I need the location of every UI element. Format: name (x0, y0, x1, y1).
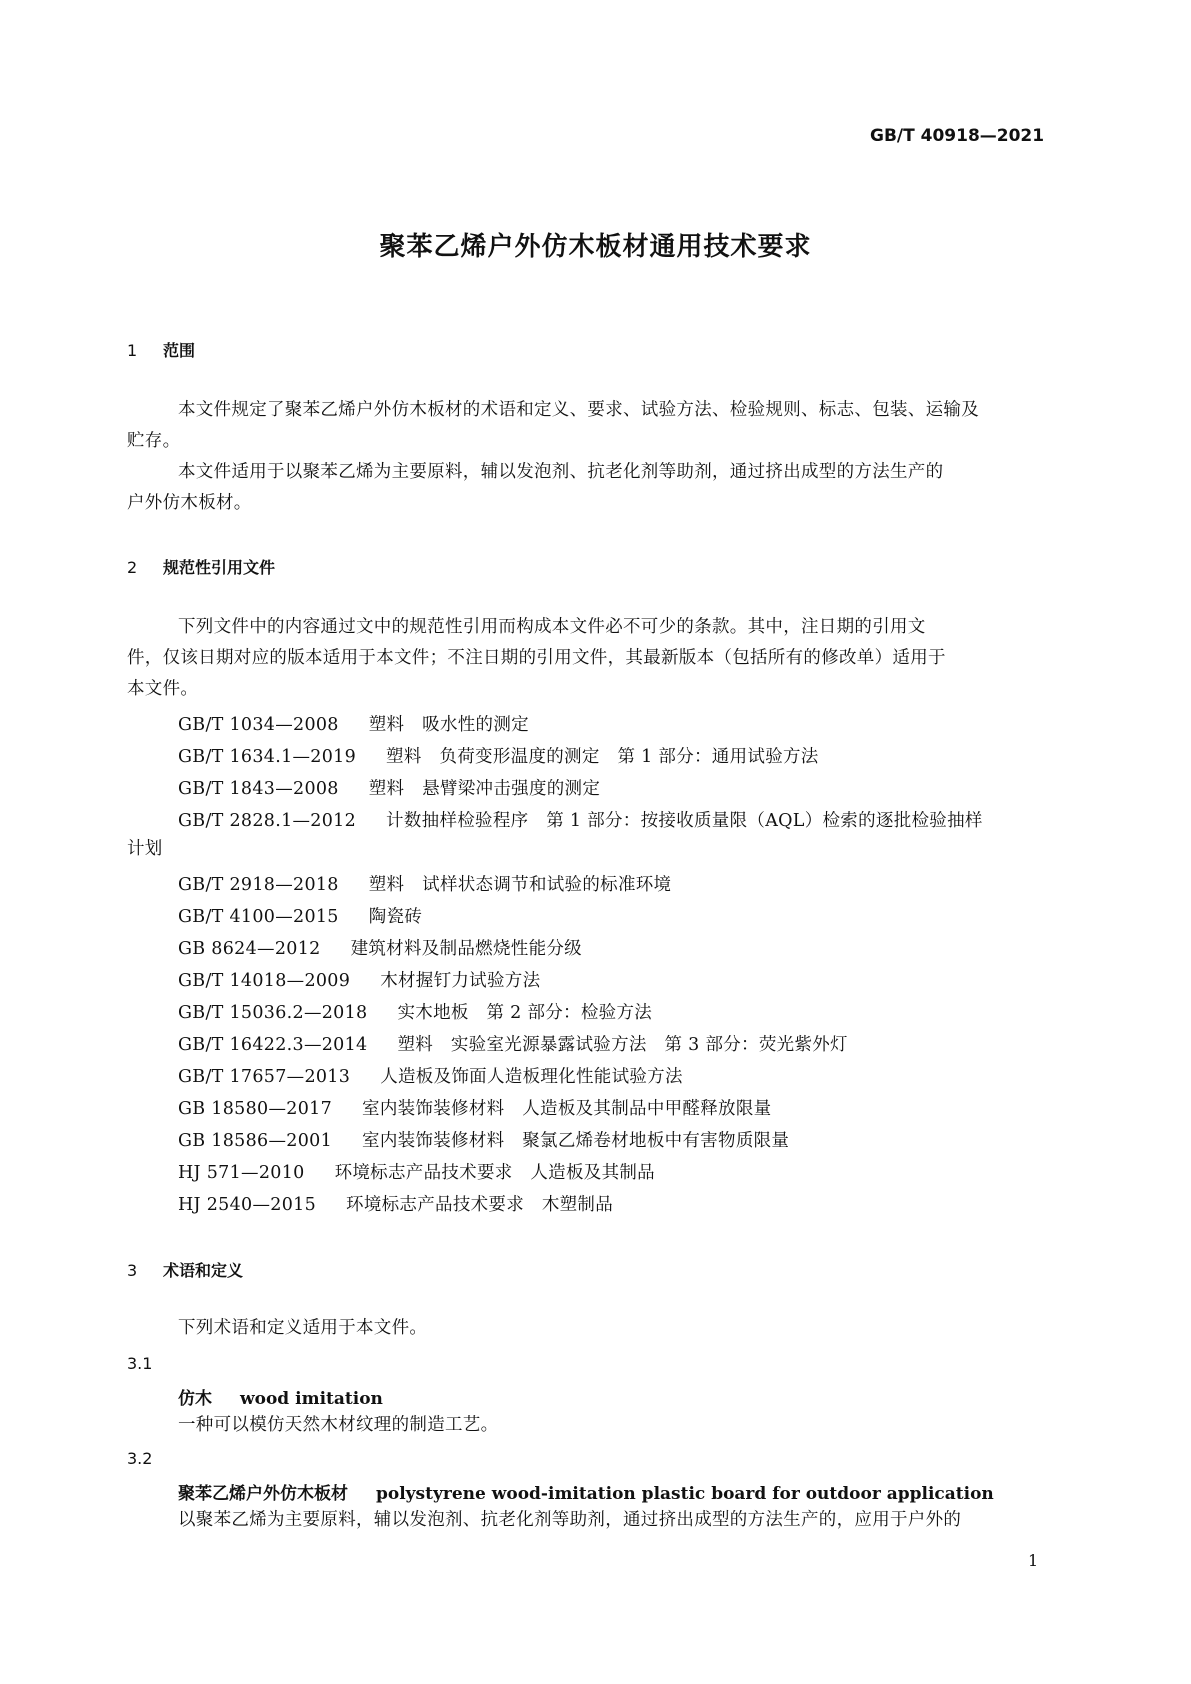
reference-title: 塑料 负荷变形温度的测定 第 1 部分：通用试验方法 (386, 747, 819, 767)
reference-title: 环境标志产品技术要求 人造板及其制品 (334, 1163, 655, 1183)
reference-code: GB/T 2918—2018 (178, 875, 339, 895)
reference-title: 塑料 实验室光源暴露试验方法 第 3 部分：荧光紫外灯 (397, 1035, 848, 1055)
section-number: 1 (127, 341, 138, 360)
section-2-heading (127, 555, 275, 578)
standard-number: GB/T 40918—2021 (870, 126, 1045, 146)
reference-title: 室内装饰装修材料 人造板及其制品中甲醛释放限量 (362, 1099, 772, 1119)
term-definition: 以聚苯乙烯为主要原料，辅以发泡剂、抗老化剂等助剂，通过挤出成型的方法生产的，应用于户外的 (178, 1510, 962, 1530)
reference-continuation: 计划 (127, 839, 163, 859)
page-number: 1 (1028, 1551, 1039, 1570)
section-title: 规范性引用文件 (163, 558, 276, 577)
reference-item (178, 871, 671, 896)
term-heading (178, 1479, 994, 1504)
reference-item (178, 1159, 655, 1184)
reference-code: GB/T 2828.1—2012 (178, 811, 357, 831)
reference-item (178, 1063, 683, 1088)
clause-number: 3.1 (127, 1354, 153, 1373)
paragraph-line: 下列文件中的内容通过文中的规范性引用而构成本文件必不可少的条款。其中，注日期的引用文 (178, 617, 926, 637)
term-heading (178, 1384, 383, 1409)
term-zh: 聚苯乙烯户外仿木板材 (178, 1484, 348, 1504)
reference-item (178, 935, 582, 960)
reference-code: GB/T 17657—2013 (178, 1067, 351, 1087)
reference-title: 塑料 吸水性的测定 (368, 715, 529, 735)
reference-code: GB 18580—2017 (178, 1099, 333, 1119)
term-en: wood imitation (240, 1389, 383, 1409)
reference-title: 室内装饰装修材料 聚氯乙烯卷材地板中有害物质限量 (362, 1131, 790, 1151)
term-zh: 仿木 (178, 1389, 212, 1409)
clause-number: 3.2 (127, 1449, 153, 1468)
section-number: 3 (127, 1261, 138, 1280)
reference-title: 塑料 试样状态调节和试验的标准环境 (368, 875, 672, 895)
reference-title: 人造板及饰面人造板理化性能试验方法 (380, 1067, 683, 1087)
reference-title: 建筑材料及制品燃烧性能分级 (350, 939, 582, 959)
reference-code: GB/T 14018—2009 (178, 971, 351, 991)
paragraph-line: 下列术语和定义适用于本文件。 (178, 1318, 428, 1338)
section-1-heading (127, 338, 195, 361)
document-title: 聚苯乙烯户外仿木板材通用技术要求 (379, 232, 812, 262)
term-definition: 一种可以模仿天然木材纹理的制造工艺。 (178, 1415, 499, 1435)
reference-item (178, 967, 540, 992)
reference-code: GB 8624—2012 (178, 939, 321, 959)
paragraph-line: 贮存。 (127, 431, 181, 451)
reference-title: 陶瓷砖 (368, 907, 423, 927)
reference-item (178, 775, 600, 800)
paragraph-line: 本文件。 (127, 679, 199, 699)
reference-item (178, 1031, 848, 1056)
section-title: 术语和定义 (163, 1261, 244, 1280)
reference-item (178, 1127, 789, 1152)
reference-code: GB/T 4100—2015 (178, 907, 339, 927)
reference-item (178, 1191, 613, 1216)
reference-code: GB/T 1634.1—2019 (178, 747, 357, 767)
reference-item (178, 1095, 771, 1120)
reference-title: 环境标志产品技术要求 木塑制品 (346, 1195, 614, 1215)
section-title: 范围 (163, 341, 196, 360)
reference-title: 计数抽样检验程序 第 1 部分：按接收质量限（AQL）检索的逐批检验抽样 (386, 811, 983, 831)
reference-code: GB/T 16422.3—2014 (178, 1035, 368, 1055)
reference-code: GB 18586—2001 (178, 1131, 333, 1151)
term-en: polystyrene wood-imitation plastic board for outdoor application (376, 1484, 994, 1504)
reference-code: HJ 571—2010 (178, 1163, 305, 1183)
paragraph-line: 本文件规定了聚苯乙烯户外仿木板材的术语和定义、要求、试验方法、检验规则、标志、包装、运输及 (178, 400, 979, 420)
reference-item (178, 903, 422, 928)
section-number: 2 (127, 558, 138, 577)
reference-title: 塑料 悬臂梁冲击强度的测定 (368, 779, 601, 799)
reference-title: 实木地板 第 2 部分：检验方法 (397, 1003, 653, 1023)
reference-title: 木材握钉力试验方法 (380, 971, 541, 991)
reference-code: HJ 2540—2015 (178, 1195, 317, 1215)
paragraph-line: 户外仿木板材。 (127, 493, 252, 513)
reference-code: GB/T 1843—2008 (178, 779, 339, 799)
reference-item (178, 807, 983, 832)
reference-item (178, 999, 652, 1024)
reference-code: GB/T 1034—2008 (178, 715, 339, 735)
section-3-heading (127, 1258, 243, 1281)
reference-code: GB/T 15036.2—2018 (178, 1003, 368, 1023)
paragraph-line: 本文件适用于以聚苯乙烯为主要原料，辅以发泡剂、抗老化剂等助剂，通过挤出成型的方法生产的 (178, 462, 944, 482)
reference-item (178, 711, 529, 736)
reference-item (178, 743, 819, 768)
paragraph-line: 件，仅该日期对应的版本适用于本文件；不注日期的引用文件，其最新版本（包括所有的修改单）适用于 (127, 648, 946, 668)
